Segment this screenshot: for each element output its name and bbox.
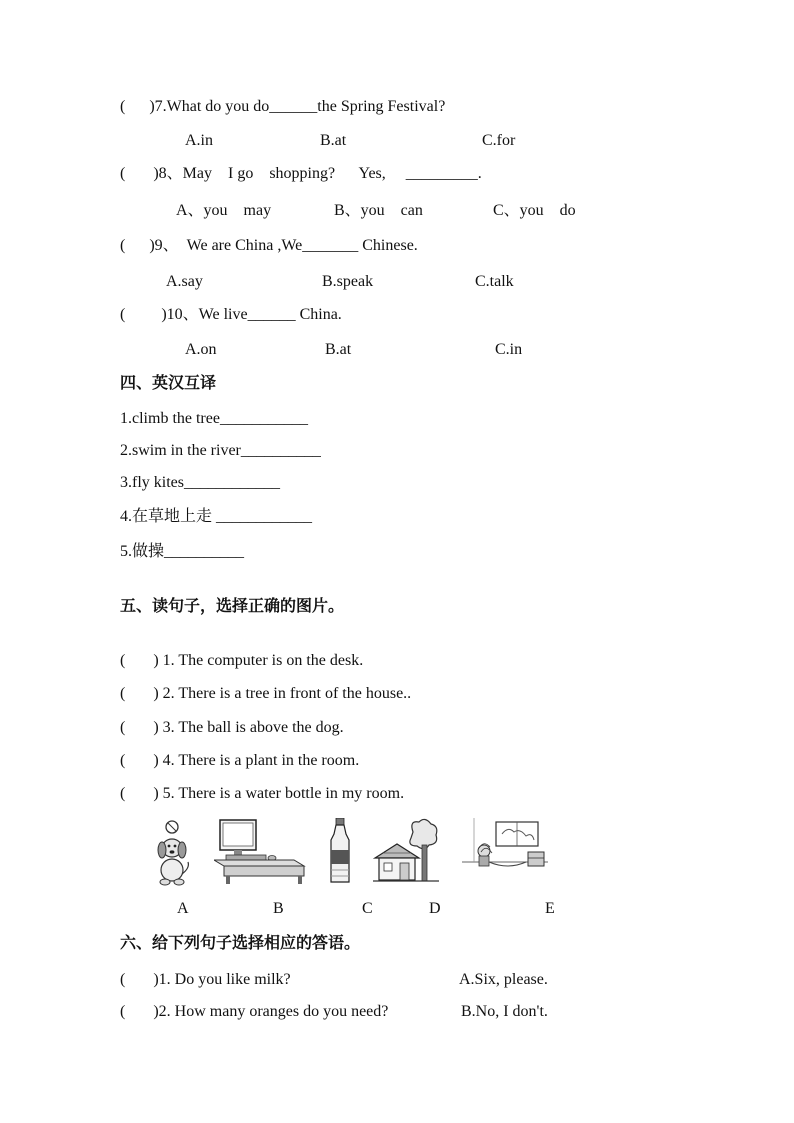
translation-item-5: 5.做操__________ — [120, 543, 245, 560]
section-6-title: 六、给下列句子选择相应的答语。 — [120, 933, 361, 952]
translation-item-1: 1.climb the tree___________ — [120, 410, 308, 427]
picture-sentence-4: ( ) 4. There is a plant in the room. — [120, 752, 360, 769]
question-10-option-a: A.on — [185, 341, 217, 358]
water-bottle-icon — [328, 818, 352, 884]
dog-with-ball-icon — [148, 818, 196, 886]
picture-sentence-5: ( ) 5. There is a water bottle in my room. — [120, 785, 405, 802]
house-with-tree-icon — [373, 818, 439, 884]
picture-sentence-1: ( ) 1. The computer is on the desk. — [120, 652, 364, 669]
section-5-title: 五、读句子，选择正确的图片。 — [120, 596, 345, 615]
picture-label-d: D — [429, 900, 441, 917]
question-10-option-c: C.in — [495, 341, 523, 358]
question-9-stem: ( )9、 We are China ,We_______ Chinese. — [120, 237, 418, 254]
picture-label-c: C — [362, 900, 373, 917]
question-7-stem: ( )7.What do you do______the Spring Festival? — [120, 98, 446, 115]
question-8-option-c: C、you do — [493, 202, 576, 219]
computer-on-desk-icon — [214, 818, 306, 884]
question-10-option-b: B.at — [325, 341, 352, 358]
response-answer-a: A.Six, please. — [459, 971, 548, 988]
picture-label-e: E — [545, 900, 555, 917]
response-question-2: ( )2. How many oranges do you need? — [120, 1003, 389, 1020]
question-7-option-c: C.for — [482, 132, 516, 149]
picture-label-b: B — [273, 900, 284, 917]
question-9-option-b: B.speak — [322, 273, 374, 290]
question-10-stem: ( )10、We live______ China. — [120, 306, 342, 323]
picture-sentence-3: ( ) 3. The ball is above the dog. — [120, 719, 344, 736]
response-question-1: ( )1. Do you like milk? — [120, 971, 291, 988]
translation-item-3: 3.fly kites____________ — [120, 474, 280, 491]
question-7-option-a: A.in — [185, 132, 213, 149]
picture-sentence-2: ( ) 2. There is a tree in front of the house.. — [120, 685, 412, 702]
question-8-option-b: B、you can — [334, 202, 423, 219]
translation-item-2: 2.swim in the river__________ — [120, 442, 321, 459]
translation-item-4: 4.在草地上走 ____________ — [120, 508, 313, 525]
question-8-stem: ( )8、May I go shopping? Yes, _________. — [120, 165, 482, 182]
question-7-option-b: B.at — [320, 132, 347, 149]
question-9-option-c: C.talk — [475, 273, 514, 290]
question-9-option-a: A.say — [166, 273, 203, 290]
question-8-option-a: A、you may — [176, 202, 272, 219]
picture-label-a: A — [177, 900, 189, 917]
section-4-title: 四、英汉互译 — [120, 373, 217, 392]
room-with-plant-icon — [462, 818, 548, 880]
response-answer-b: B.No, I don't. — [461, 1003, 548, 1020]
